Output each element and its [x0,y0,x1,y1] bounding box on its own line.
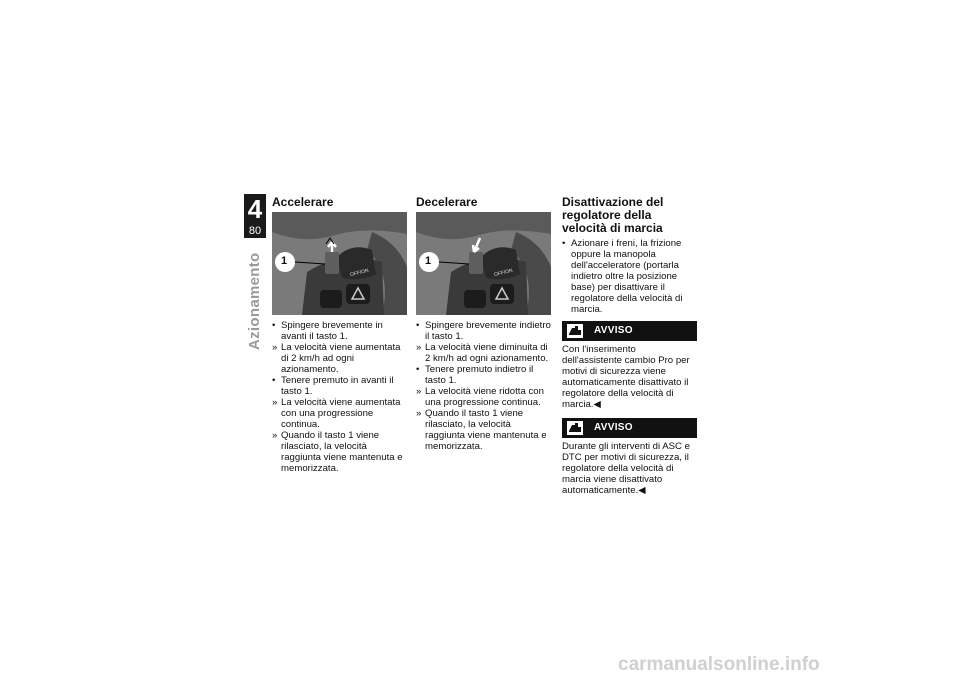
warning-hand-icon [567,421,583,435]
notice-text: Con l'inserimento dell'assistente cambio Pro per motivi di sicurezza viene automaticamente disattivato il regolatore della velocità di marcia.◀ [562,344,690,410]
list-item: » La velocità viene aumentata di 2 km/h ad ogni azionamento. [272,342,401,375]
notice-label: AVVISO [594,422,633,433]
section-decelerare [416,196,551,452]
section-heading: Decelerare [416,195,478,209]
notice-label: AVVISO [594,325,633,336]
list-item: » Quando il tasto 1 viene rilasciato, la velocità raggiunta viene mantenuta e memorizzata. [272,430,403,474]
notice-text: Durante gli interventi di ASC e DTC per motivi di sicurezza, il regolatore della velocità di marcia viene disattivato automaticamente.◀ [562,441,690,496]
notice-bar [562,418,697,438]
handlebar-illustration [272,212,407,315]
switch-label: OFF/ON [493,267,514,279]
handlebar-illustration [416,212,551,315]
list-item: • Spingere brevemente in avanti il tasto 1. [272,320,383,342]
list-item: » La velocità viene ridotta con una progressione continua. [416,386,544,408]
photo-callout: 1 [425,255,432,267]
step-list [416,320,551,452]
chapter-title: Azionamento [246,252,263,350]
list-item: • Tenere premuto in avanti il tasto 1. [272,375,394,397]
watermark: carmanualsonline.info [618,654,820,675]
section-heading: Disattivazione del regolatore della velocità di marcia [562,195,664,235]
warning-hand-icon [567,324,583,338]
chapter-title-vertical [244,242,266,352]
handlebar-photo-accelerate [272,212,407,315]
list-item: » Quando il tasto 1 viene rilasciato, la velocità raggiunta viene mantenuta e memorizzata. [416,408,547,452]
list-item: • Spingere brevemente indietro il tasto 1. [416,320,551,342]
list-item: • Tenere premuto indietro il tasto 1. [416,364,534,386]
handlebar-photo-decelerate [416,212,551,315]
section-accelerare [272,196,407,474]
step-list [562,238,697,315]
step-list [272,320,407,474]
list-item: » La velocità viene diminuita di 2 km/h ad ogni azionamento. [416,342,549,364]
photo-callout: 1 [281,255,288,267]
switch-label: OFF/ON [349,267,370,279]
page-number: 80 [248,225,262,237]
list-item: » La velocità viene aumentata con una progressione continua. [272,397,401,430]
notice-bar [562,321,697,341]
chapter-number: 4 [247,194,263,224]
section-heading: Accelerare [272,195,334,209]
section-disattivazione [562,196,697,496]
list-item: • Azionare i freni, la frizione oppure la manopola dell'acceleratore (portarla indietro oltre la posizione base) per disattivare il regolatore della velocità di marcia. [562,238,683,315]
